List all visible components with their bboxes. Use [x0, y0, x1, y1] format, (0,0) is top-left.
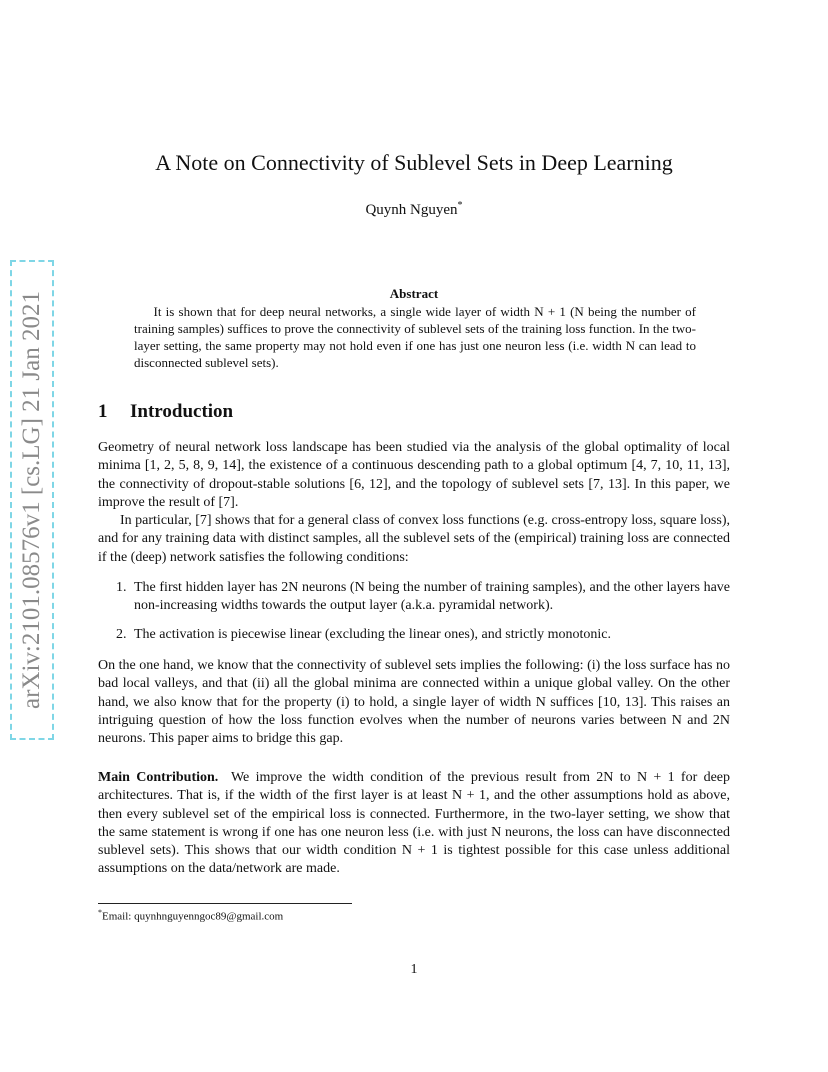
list-item-number: 1.	[116, 580, 127, 595]
footnote	[98, 908, 283, 923]
intro-paragraph-3: On the one hand, we know that the connectivity of sublevel sets implies the following: (i) the loss surface has no bad local valleys, and that (ii) all the global minima are connected within a unique global valley. On the other hand, we also know that for the property (i) to hold, a single layer of width N suffices [10, 13]. This raises an intriguing question of how the loss function evolves when the number of neurons varies between N and 2N neurons. This paper aims to bridge this gap.	[98, 658, 730, 747]
section-heading	[98, 401, 233, 423]
author-footnote-mark: *	[457, 200, 463, 211]
section-number: 1	[98, 401, 108, 422]
page-number: 1	[410, 962, 418, 977]
conditions-list	[98, 579, 730, 644]
author-name: Quynh Nguyen	[365, 202, 458, 218]
intro-paragraph-1: Geometry of neural network loss landscape has been studied via the analysis of the global optimality of local minima [1, 2, 5, 8, 9, 14], the existence of a continuous descending path to a global optimum [4, 7, 10, 11, 13], the connectivity of dropout-stable solutions [6, 12], and the topology of sublevel sets [7, 13]. In this paper, we improve the result of [7].	[98, 440, 730, 510]
list-item	[98, 579, 730, 616]
paper-title: A Note on Connectivity of Sublevel Sets in Deep Learning	[155, 150, 673, 175]
footnote-mark: *	[98, 908, 102, 917]
list-item-text: The first hidden layer has 2N neurons (N being the number of training samples), and the other layers have non-increasing widths towards the output layer (a.k.a. pyramidal network).	[134, 580, 730, 614]
list-item	[98, 626, 730, 644]
footnote-divider	[98, 903, 352, 904]
main-contribution-text: We improve the width condition of the previous result from 2N to N + 1 for deep architectures. That is, if the width of the first layer is at least N + 1, and the other assumptions hold as above, then every sublevel set of the empirical loss is connected. Furthermore, in the two-layer setting, we show that the same statement is wrong if one has one neuron less (i.e. with just N neurons, the loss can have disconnected sublevel sets). This shows that our width condition N + 1 is tightest possible for this case unless additional assumptions on the data/network are made.	[98, 770, 731, 877]
section-title: Introduction	[130, 401, 234, 422]
arxiv-stamp	[10, 260, 54, 740]
abstract-heading: Abstract	[389, 286, 439, 301]
list-item-number: 2.	[116, 626, 127, 642]
abstract-text: It is shown that for deep neural networks, a single wide layer of width N + 1 (N being the number of training samples) suffices to prove the connectivity of sublevel sets of the training loss function. In the two-layer setting, the same property may not hold even if one has just one neuron less (i.e. width N can lead to disconnected sublevel sets).	[134, 304, 696, 370]
main-contribution-paragraph	[98, 769, 730, 879]
footnote-text: Email: quynhnguyenngoc89@gmail.com	[102, 910, 284, 923]
list-item-text: The activation is piecewise linear (excluding the linear ones), and strictly monotonic.	[134, 626, 612, 642]
author-line	[80, 200, 748, 219]
arxiv-stamp-text: arXiv:2101.08576v1 [cs.LG] 21 Jan 2021	[18, 291, 45, 709]
intro-paragraph-2: In particular, [7] shows that for a general class of convex loss functions (e.g. cross-entropy loss, square loss), and for any training data with distinct samples, all the sublevel sets of the (empirical) training loss are connected if the (deep) network satisfies the following conditions:	[98, 513, 730, 565]
main-contribution-heading: Main Contribution.	[98, 770, 219, 785]
